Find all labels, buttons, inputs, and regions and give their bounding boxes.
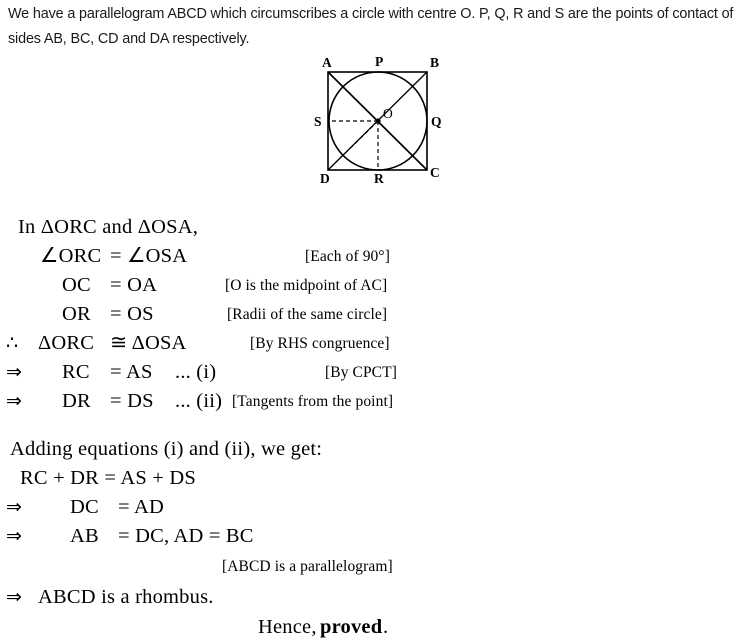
proof-line-7 — [0, 493, 746, 522]
proof-line-3-note: [Radii of the same circle] — [227, 306, 388, 323]
proof-line-3-lhs: OR — [62, 303, 91, 325]
proof-line-8 — [0, 522, 746, 551]
proof-line-6-note: [Tangents from the point] — [232, 393, 394, 410]
label-s: S — [314, 114, 322, 129]
proved-label: proved — [320, 616, 383, 638]
proof-line-6-ref: ... (ii) — [175, 390, 223, 412]
proof-line-0-lhs: In ΔORC and ΔOSA, — [18, 216, 199, 238]
proof-line-2-eqn: = OA — [110, 274, 158, 296]
parallelogram-note-line — [0, 552, 746, 581]
proof-line-1-lhs: ∠ORC — [40, 245, 102, 267]
label-o: O — [383, 106, 393, 121]
conclusion-line — [0, 583, 746, 612]
centre-point-o — [375, 118, 380, 123]
proof-line-6-symbol: ⇒ — [6, 391, 22, 412]
proof-line-6-eqn: = DS — [110, 390, 154, 412]
sum-line — [0, 464, 746, 493]
label-p: P — [375, 54, 384, 69]
proof-line-2-note: [O is the midpoint of AC] — [225, 277, 388, 294]
proof-line-7-lhs: DC — [70, 496, 99, 518]
proof-line-1-note: [Each of 90°] — [305, 248, 390, 265]
adding-equations-line — [0, 435, 746, 464]
label-d: D — [320, 171, 330, 186]
proof-line-4-lhs: ΔORC — [38, 332, 95, 354]
proof-line-5 — [0, 358, 746, 387]
proof-line-0 — [0, 213, 746, 242]
label-q: Q — [431, 114, 442, 129]
proof-line-5-lhs: RC — [62, 361, 90, 383]
proof-line-8-lhs: AB — [70, 525, 99, 547]
label-a: A — [322, 55, 332, 70]
proof-line-2 — [0, 271, 746, 300]
conclusion-symbol: ⇒ — [6, 587, 22, 608]
adding-equations-text: Adding equations (i) and (ii), we get: — [10, 438, 323, 460]
label-b: B — [430, 55, 440, 70]
proof-line-6 — [0, 387, 746, 416]
conclusion-text: ABCD is a rhombus. — [38, 586, 214, 608]
proof-line-5-note: [By CPCT] — [325, 364, 397, 381]
proof-line-7-symbol: ⇒ — [6, 497, 22, 518]
proof-line-4-symbol: ∴ — [6, 333, 19, 354]
proof-line-4 — [0, 329, 746, 358]
label-c: C — [430, 165, 440, 180]
proof-line-8-symbol: ⇒ — [6, 526, 22, 547]
hence-proved-line — [0, 613, 746, 642]
proof-line-7-eqn: = AD — [118, 496, 164, 518]
proof-line-1-eqn: = ∠OSA — [110, 245, 188, 267]
sum-line-text: RC + DR = AS + DS — [20, 467, 196, 489]
proof-line-4-eqn: ≅ ΔOSA — [110, 332, 187, 354]
proof-line-3-eqn: = OS — [110, 303, 154, 325]
proof-line-5-symbol: ⇒ — [6, 362, 22, 383]
label-r: R — [374, 171, 384, 186]
geometry-figure — [300, 50, 460, 195]
proof-line-2-lhs: OC — [62, 274, 91, 296]
hence-label: Hence, — [258, 616, 317, 638]
proof-line-4-note: [By RHS congruence] — [250, 335, 390, 352]
proof-line-5-ref: ... (i) — [175, 361, 217, 383]
parallelogram-note: [ABCD is a parallelogram] — [222, 558, 393, 575]
proof-line-5-eqn: = AS — [110, 361, 153, 383]
proof-body — [0, 205, 746, 640]
intro-paragraph: We have a parallelogram ABCD which circumscribes a circle with centre O. P, Q, R and S are the points of contact of sides AB, BC, CD and DA respectively. — [8, 6, 734, 47]
proof-line-6-lhs: DR — [62, 390, 91, 412]
proof-line-3 — [0, 300, 746, 329]
proof-line-1 — [0, 242, 746, 271]
proved-period: . — [383, 616, 389, 638]
proof-line-8-eqn: = DC, AD = BC — [118, 525, 254, 547]
